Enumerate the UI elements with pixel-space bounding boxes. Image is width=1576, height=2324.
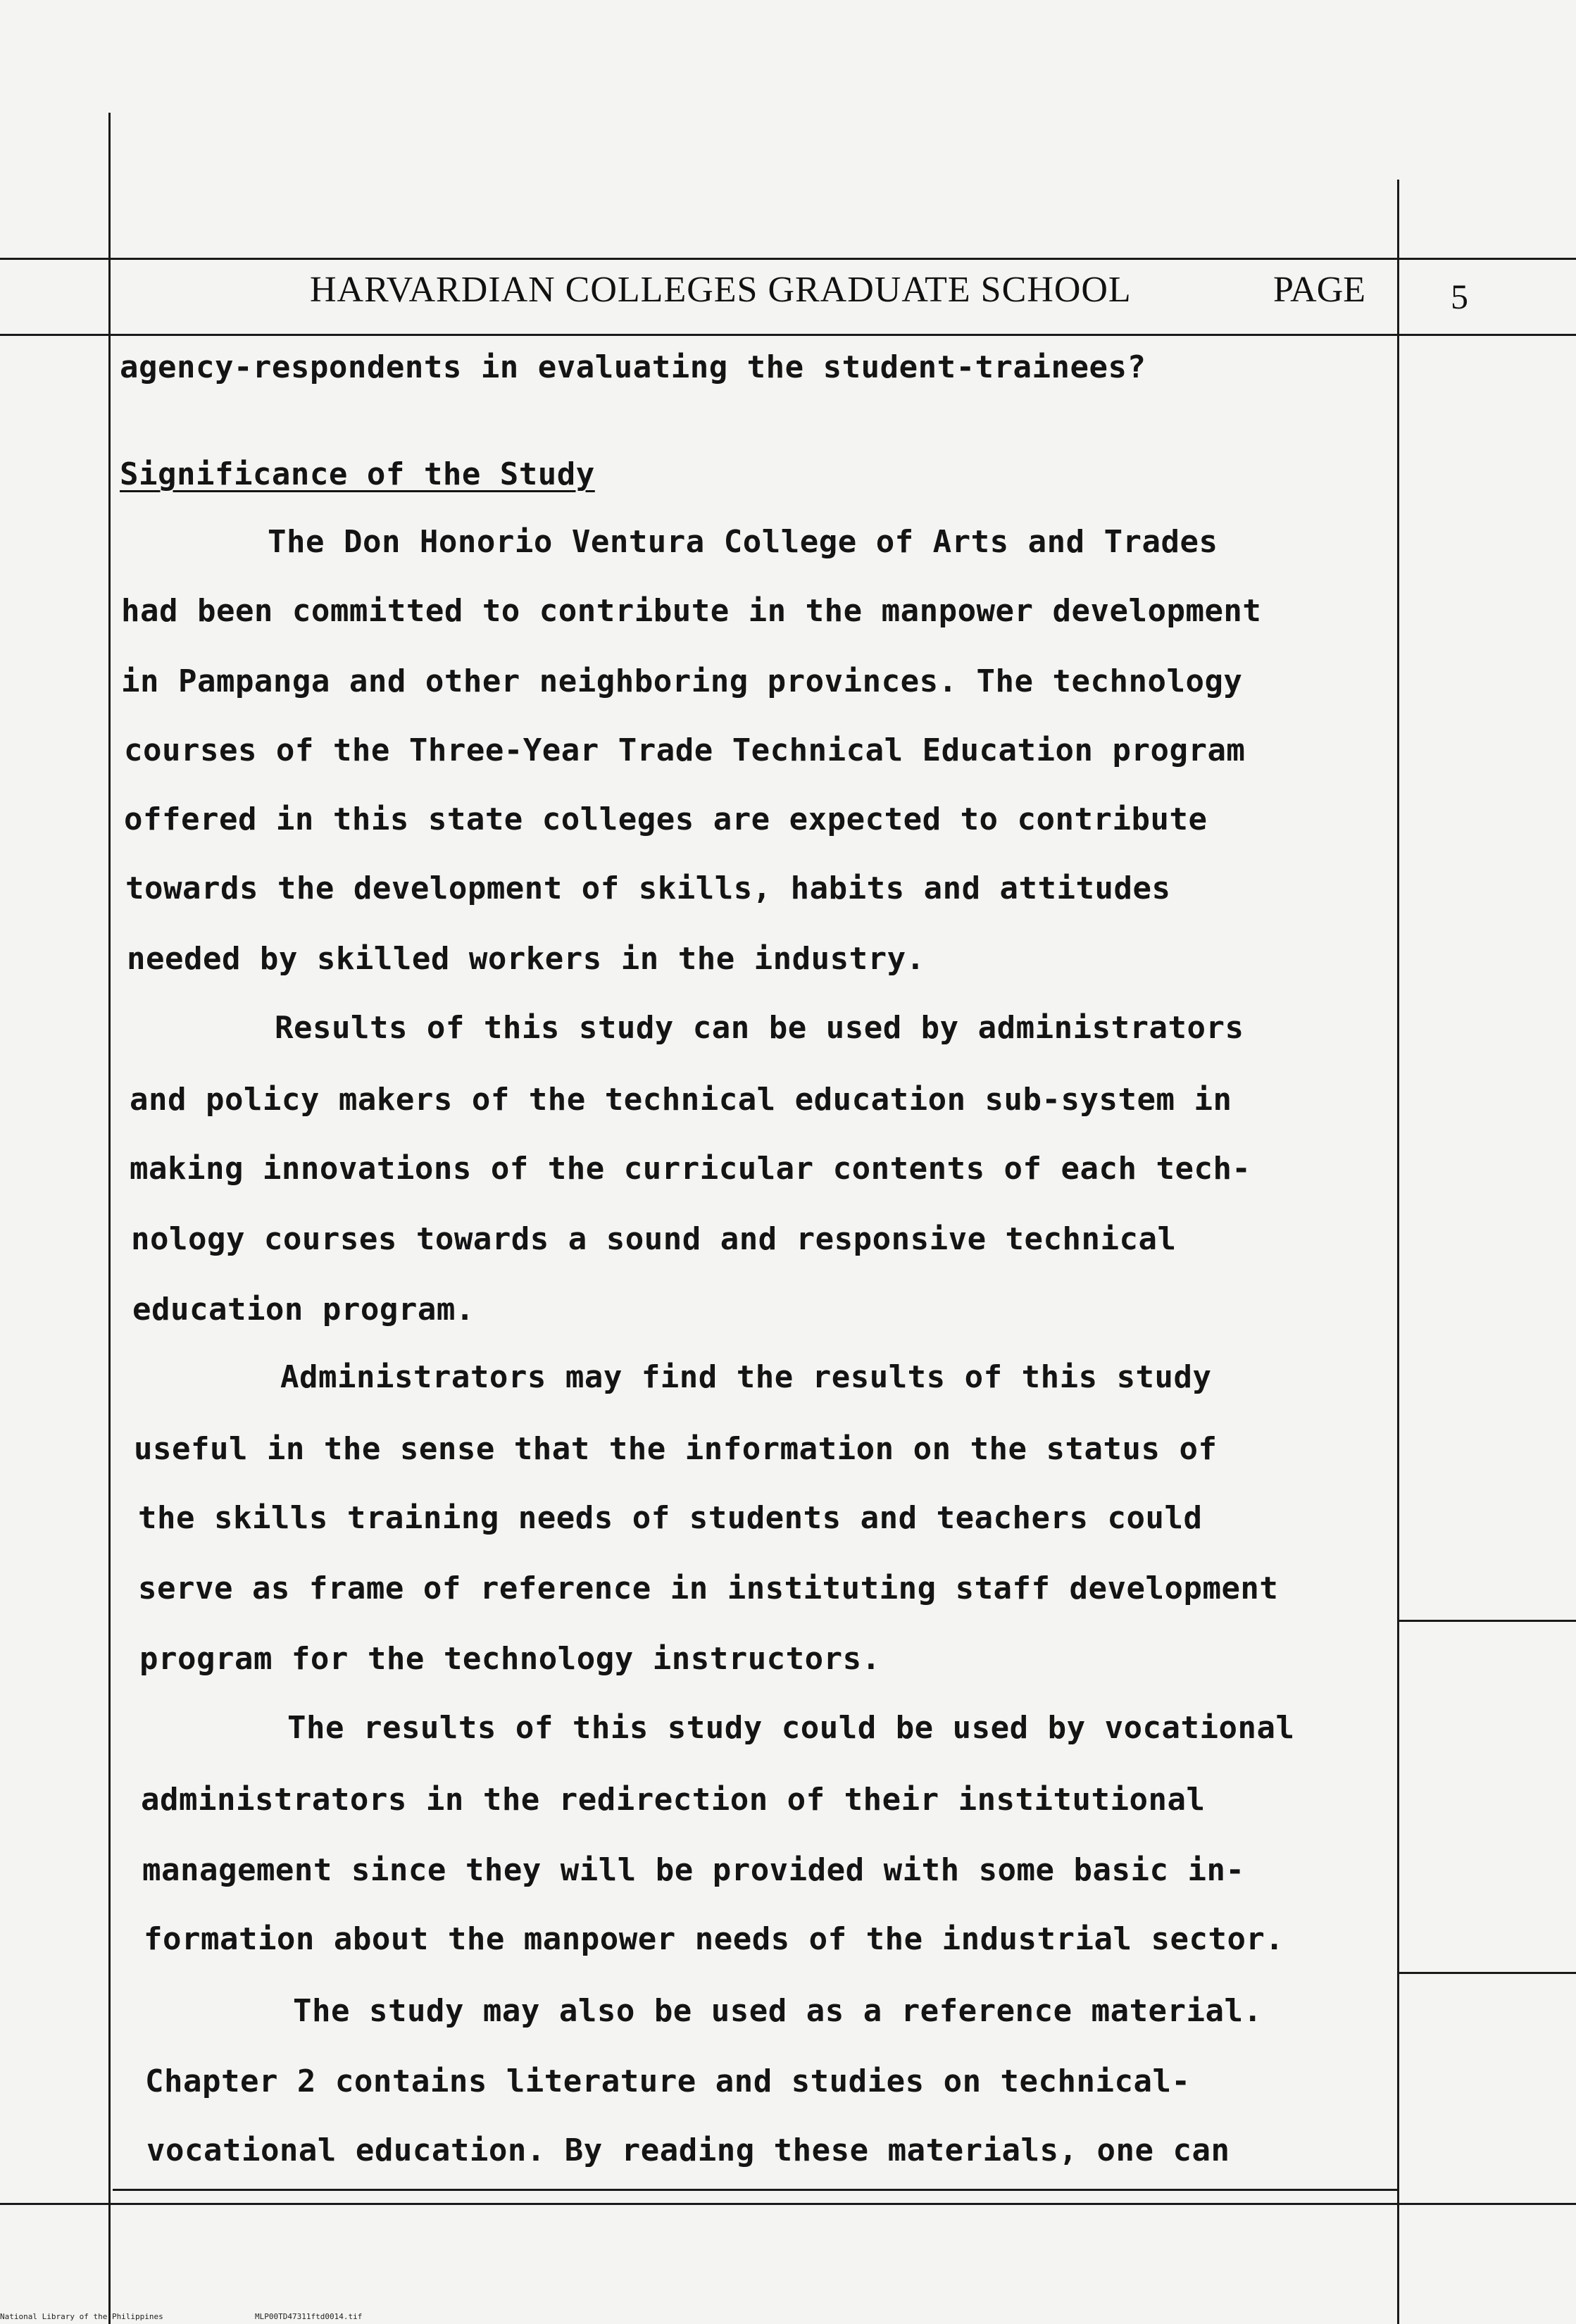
text-line: Chapter 2 contains literature and studies on technical- xyxy=(145,2063,1191,2099)
header-page-label: PAGE xyxy=(1273,270,1366,310)
text-line: Results of this study can be used by administrators xyxy=(275,1010,1244,1046)
text-line: The study may also be used as a reference material. xyxy=(293,1993,1263,2029)
text-line: courses of the Three-Year Trade Technical Education program xyxy=(124,732,1246,768)
header-title: HARVARDIAN COLLEGES GRADUATE SCHOOL xyxy=(310,270,1132,310)
text-line: had been committed to contribute in the manpower development xyxy=(121,593,1262,629)
text-line: agency-respondents in evaluating the student-trainees? xyxy=(120,349,1146,385)
text-line: and policy makers of the technical education sub-system in xyxy=(130,1082,1232,1118)
text-line: useful in the sense that the information on the status of xyxy=(134,1431,1218,1467)
text-line: making innovations of the curricular contents of each tech- xyxy=(130,1151,1251,1187)
section-heading: Significance of the Study xyxy=(120,456,595,492)
right-margin-rule xyxy=(1397,180,1399,2324)
header-bottom-rule xyxy=(0,334,1576,336)
page-number: 5 xyxy=(1451,277,1468,316)
text-line: formation about the manpower needs of the industrial sector. xyxy=(144,1921,1284,1957)
text-line: in Pampanga and other neighboring provinces. The technology xyxy=(121,663,1243,699)
text-line: management since they will be provided with some basic in- xyxy=(142,1852,1245,1888)
text-line: serve as frame of reference in instituting staff development xyxy=(138,1570,1279,1606)
text-line: Administrators may find the results of this study xyxy=(280,1359,1212,1395)
right-column-rule-upper xyxy=(1397,1620,1576,1622)
footer-rule-lower xyxy=(0,2203,1576,2205)
text-line: the skills training needs of students and teachers could xyxy=(138,1500,1203,1536)
text-line: vocational education. By reading these materials, one can xyxy=(146,2132,1230,2168)
text-line: offered in this state colleges are expected to contribute xyxy=(124,801,1208,837)
header-top-rule xyxy=(0,258,1576,260)
text-line: education program. xyxy=(132,1292,475,1327)
text-line: The results of this study could be used by vocational xyxy=(287,1710,1295,1746)
left-margin-rule xyxy=(108,113,111,2324)
right-column-rule-lower xyxy=(1397,1972,1576,1974)
text-line: program for the technology instructors. xyxy=(139,1641,881,1677)
footer-rule-upper xyxy=(113,2189,1397,2191)
footer-library-name: National Library of the Philippines xyxy=(0,2312,163,2321)
text-line: administrators in the redirection of their institutional xyxy=(141,1782,1206,1818)
text-line: nology courses towards a sound and responsive technical xyxy=(131,1221,1177,1257)
text-line: towards the development of skills, habits and attitudes xyxy=(125,870,1171,906)
footer-file-id: MLP00TD47311ftd0014.tif xyxy=(255,2312,363,2321)
text-line: needed by skilled workers in the industry. xyxy=(127,941,925,977)
text-line: The Don Honorio Ventura College of Arts and Trades xyxy=(268,524,1218,560)
